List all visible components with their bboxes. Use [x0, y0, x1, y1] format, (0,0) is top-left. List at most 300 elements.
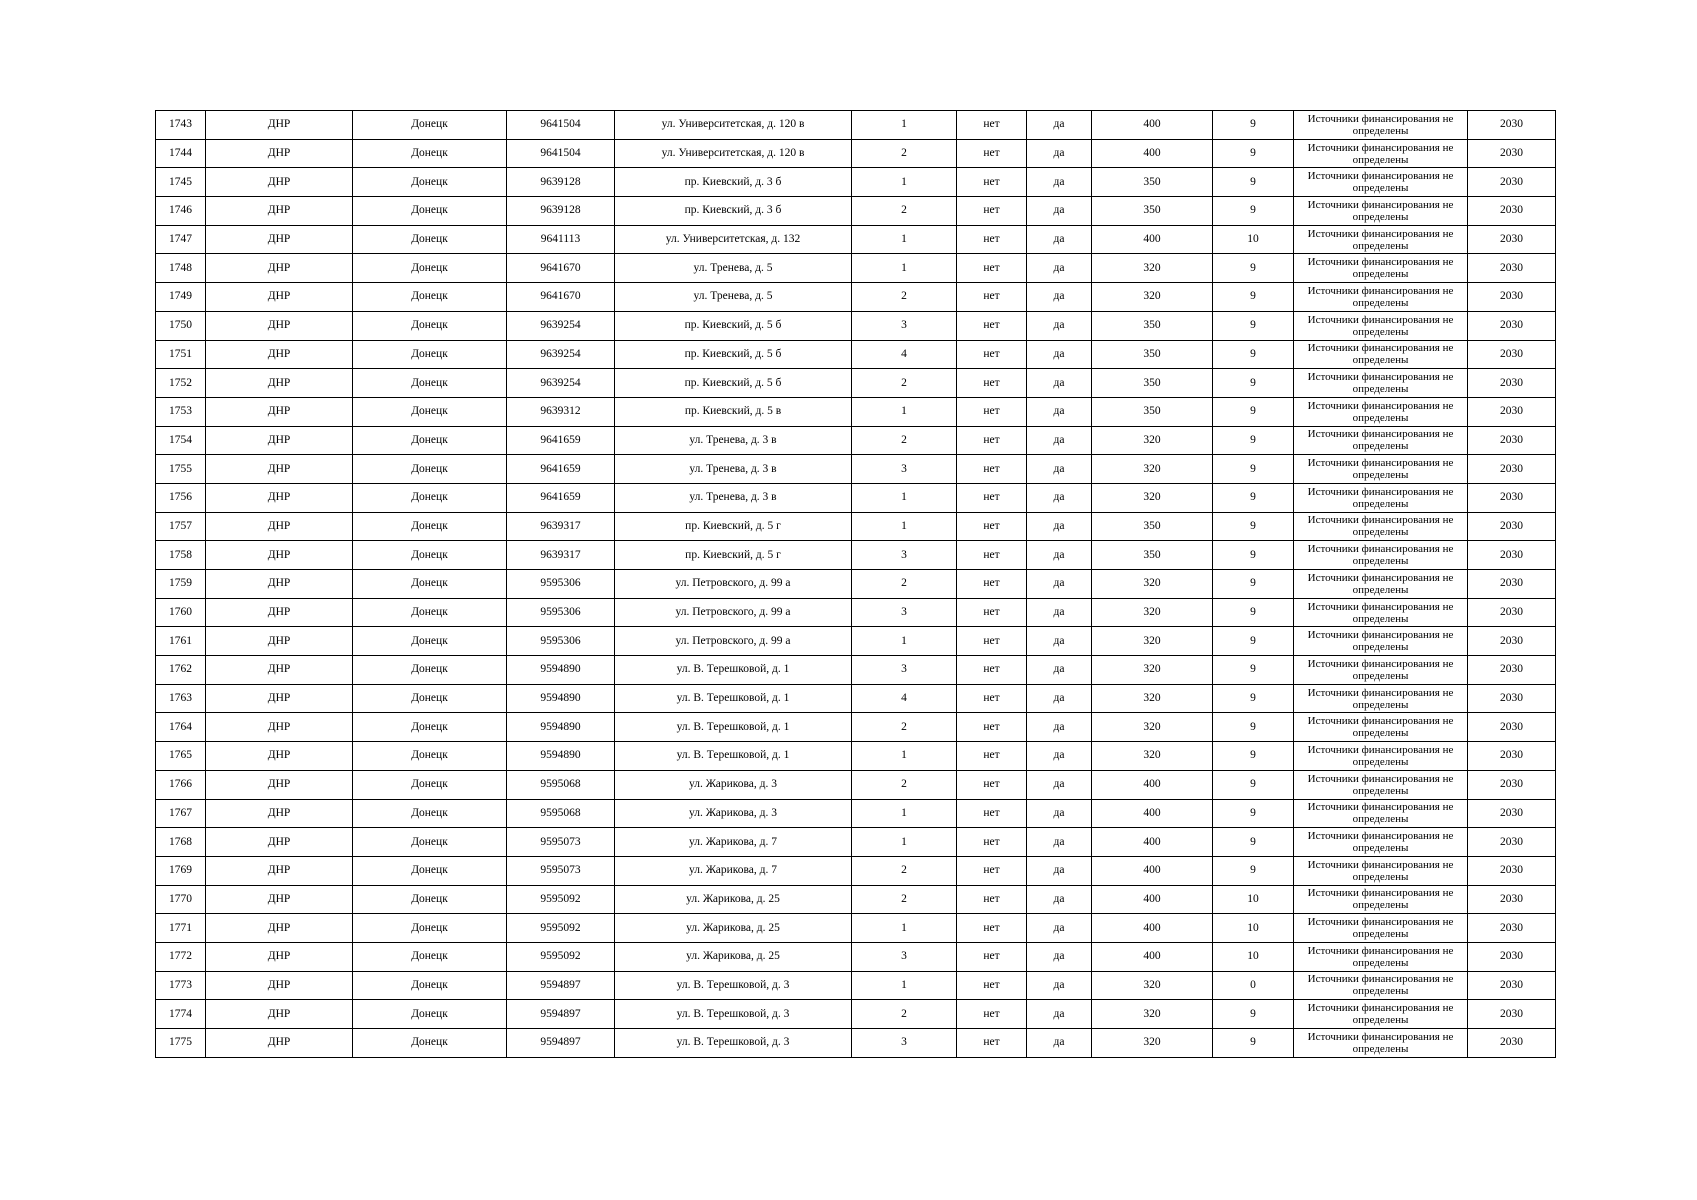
entrance-cell: 2: [852, 283, 957, 312]
year-cell: 2030: [1468, 942, 1556, 971]
city-cell: Донецк: [353, 369, 507, 398]
address-cell: пр. Киевский, д. 5 б: [615, 340, 852, 369]
city-cell: Донецк: [353, 1029, 507, 1058]
row-number-cell: 1749: [156, 283, 206, 312]
year-cell: 2030: [1468, 426, 1556, 455]
capacity-cell: 350: [1092, 311, 1213, 340]
funding-source-cell: Источники финансирования не определены: [1294, 971, 1468, 1000]
city-cell: Донецк: [353, 598, 507, 627]
row-number-cell: 1771: [156, 914, 206, 943]
entrance-cell: 1: [852, 397, 957, 426]
table-row: [156, 656, 1556, 685]
yes-flag-cell: да: [1027, 283, 1092, 312]
yes-flag-cell: да: [1027, 397, 1092, 426]
entrance-cell: 2: [852, 369, 957, 398]
yes-flag-cell: да: [1027, 197, 1092, 226]
city-cell: Донецк: [353, 168, 507, 197]
row-number-cell: 1772: [156, 942, 206, 971]
year-cell: 2030: [1468, 111, 1556, 140]
floors-cell: 9: [1213, 1000, 1294, 1029]
region-cell: ДНР: [206, 1000, 353, 1029]
yes-flag-cell: да: [1027, 713, 1092, 742]
yes-flag-cell: да: [1027, 1000, 1092, 1029]
year-cell: 2030: [1468, 770, 1556, 799]
table-row: [156, 799, 1556, 828]
capacity-cell: 400: [1092, 828, 1213, 857]
year-cell: 2030: [1468, 627, 1556, 656]
funding-source-cell: Источники финансирования не определены: [1294, 713, 1468, 742]
region-cell: ДНР: [206, 627, 353, 656]
building-code-cell: 9595068: [507, 770, 615, 799]
funding-source-cell: Источники финансирования не определены: [1294, 885, 1468, 914]
year-cell: 2030: [1468, 598, 1556, 627]
capacity-cell: 320: [1092, 627, 1213, 656]
table-row: [156, 369, 1556, 398]
city-cell: Донецк: [353, 828, 507, 857]
no-flag-cell: нет: [957, 570, 1027, 599]
city-cell: Донецк: [353, 713, 507, 742]
row-number-cell: 1763: [156, 684, 206, 713]
region-cell: ДНР: [206, 369, 353, 398]
year-cell: 2030: [1468, 885, 1556, 914]
building-code-cell: 9594890: [507, 713, 615, 742]
city-cell: Донецк: [353, 541, 507, 570]
yes-flag-cell: да: [1027, 426, 1092, 455]
funding-source-cell: Источники финансирования не определены: [1294, 656, 1468, 685]
funding-source-cell: Источники финансирования не определены: [1294, 111, 1468, 140]
region-cell: ДНР: [206, 856, 353, 885]
floors-cell: 9: [1213, 856, 1294, 885]
building-code-cell: 9595092: [507, 885, 615, 914]
funding-source-cell: Источники финансирования не определены: [1294, 254, 1468, 283]
address-cell: ул. Тренева, д. 3 в: [615, 426, 852, 455]
city-cell: Донецк: [353, 570, 507, 599]
yes-flag-cell: да: [1027, 770, 1092, 799]
city-cell: Донецк: [353, 225, 507, 254]
address-cell: ул. В. Терешковой, д. 3: [615, 1029, 852, 1058]
entrance-cell: 3: [852, 656, 957, 685]
no-flag-cell: нет: [957, 512, 1027, 541]
funding-source-cell: Источники финансирования не определены: [1294, 455, 1468, 484]
table-row: [156, 942, 1556, 971]
floors-cell: 9: [1213, 799, 1294, 828]
no-flag-cell: нет: [957, 283, 1027, 312]
region-cell: ДНР: [206, 942, 353, 971]
year-cell: 2030: [1468, 828, 1556, 857]
city-cell: Донецк: [353, 856, 507, 885]
entrance-cell: 1: [852, 483, 957, 512]
year-cell: 2030: [1468, 570, 1556, 599]
address-cell: пр. Киевский, д. 5 в: [615, 397, 852, 426]
year-cell: 2030: [1468, 283, 1556, 312]
address-cell: пр. Киевский, д. 5 б: [615, 369, 852, 398]
entrance-cell: 2: [852, 770, 957, 799]
row-number-cell: 1774: [156, 1000, 206, 1029]
row-number-cell: 1768: [156, 828, 206, 857]
yes-flag-cell: да: [1027, 168, 1092, 197]
entrance-cell: 1: [852, 111, 957, 140]
funding-source-cell: Источники финансирования не определены: [1294, 742, 1468, 771]
yes-flag-cell: да: [1027, 570, 1092, 599]
region-cell: ДНР: [206, 914, 353, 943]
region-cell: ДНР: [206, 139, 353, 168]
city-cell: Донецк: [353, 111, 507, 140]
floors-cell: 9: [1213, 656, 1294, 685]
funding-source-cell: Источники финансирования не определены: [1294, 397, 1468, 426]
building-code-cell: 9594897: [507, 971, 615, 1000]
row-number-cell: 1766: [156, 770, 206, 799]
table-row: [156, 885, 1556, 914]
region-cell: ДНР: [206, 971, 353, 1000]
year-cell: 2030: [1468, 139, 1556, 168]
region-cell: ДНР: [206, 168, 353, 197]
floors-cell: 10: [1213, 914, 1294, 943]
city-cell: Донецк: [353, 397, 507, 426]
city-cell: Донецк: [353, 914, 507, 943]
capacity-cell: 350: [1092, 369, 1213, 398]
capacity-cell: 320: [1092, 254, 1213, 283]
entrance-cell: 1: [852, 914, 957, 943]
building-code-cell: 9595306: [507, 598, 615, 627]
funding-source-cell: Источники финансирования не определены: [1294, 168, 1468, 197]
entrance-cell: 4: [852, 684, 957, 713]
building-code-cell: 9594890: [507, 742, 615, 771]
region-cell: ДНР: [206, 828, 353, 857]
row-number-cell: 1764: [156, 713, 206, 742]
funding-source-cell: Источники финансирования не определены: [1294, 799, 1468, 828]
year-cell: 2030: [1468, 656, 1556, 685]
floors-cell: 9: [1213, 598, 1294, 627]
building-code-cell: 9595092: [507, 942, 615, 971]
entrance-cell: 2: [852, 885, 957, 914]
year-cell: 2030: [1468, 254, 1556, 283]
region-cell: ДНР: [206, 512, 353, 541]
funding-source-cell: Источники финансирования не определены: [1294, 770, 1468, 799]
table-row: [156, 856, 1556, 885]
no-flag-cell: нет: [957, 225, 1027, 254]
table-row: [156, 1000, 1556, 1029]
building-code-cell: 9594897: [507, 1029, 615, 1058]
entrance-cell: 3: [852, 455, 957, 484]
floors-cell: 9: [1213, 340, 1294, 369]
year-cell: 2030: [1468, 483, 1556, 512]
table-row: [156, 684, 1556, 713]
region-cell: ДНР: [206, 656, 353, 685]
yes-flag-cell: да: [1027, 598, 1092, 627]
address-cell: ул. В. Терешковой, д. 1: [615, 684, 852, 713]
address-cell: ул. В. Терешковой, д. 1: [615, 742, 852, 771]
address-cell: ул. Жарикова, д. 3: [615, 799, 852, 828]
building-code-cell: 9639128: [507, 168, 615, 197]
yes-flag-cell: да: [1027, 483, 1092, 512]
address-cell: ул. Петровского, д. 99 а: [615, 598, 852, 627]
yes-flag-cell: да: [1027, 111, 1092, 140]
region-cell: ДНР: [206, 713, 353, 742]
year-cell: 2030: [1468, 971, 1556, 1000]
year-cell: 2030: [1468, 1029, 1556, 1058]
capacity-cell: 320: [1092, 570, 1213, 599]
yes-flag-cell: да: [1027, 541, 1092, 570]
row-number-cell: 1769: [156, 856, 206, 885]
table-row: [156, 914, 1556, 943]
table-row: [156, 397, 1556, 426]
year-cell: 2030: [1468, 168, 1556, 197]
yes-flag-cell: да: [1027, 139, 1092, 168]
entrance-cell: 2: [852, 856, 957, 885]
row-number-cell: 1757: [156, 512, 206, 541]
entrance-cell: 2: [852, 197, 957, 226]
region-cell: ДНР: [206, 197, 353, 226]
row-number-cell: 1750: [156, 311, 206, 340]
floors-cell: 9: [1213, 111, 1294, 140]
year-cell: 2030: [1468, 541, 1556, 570]
address-cell: ул. В. Терешковой, д. 3: [615, 1000, 852, 1029]
no-flag-cell: нет: [957, 541, 1027, 570]
row-number-cell: 1761: [156, 627, 206, 656]
building-code-cell: 9641659: [507, 483, 615, 512]
building-code-cell: 9595073: [507, 856, 615, 885]
building-code-cell: 9639317: [507, 512, 615, 541]
region-cell: ДНР: [206, 283, 353, 312]
table-row: [156, 971, 1556, 1000]
floors-cell: 9: [1213, 426, 1294, 455]
year-cell: 2030: [1468, 397, 1556, 426]
entrance-cell: 1: [852, 512, 957, 541]
yes-flag-cell: да: [1027, 942, 1092, 971]
entrance-cell: 1: [852, 799, 957, 828]
yes-flag-cell: да: [1027, 340, 1092, 369]
row-number-cell: 1754: [156, 426, 206, 455]
building-code-cell: 9641670: [507, 283, 615, 312]
floors-cell: 9: [1213, 1029, 1294, 1058]
address-cell: ул. В. Терешковой, д. 1: [615, 656, 852, 685]
table-row: [156, 254, 1556, 283]
row-number-cell: 1759: [156, 570, 206, 599]
table-row: [156, 570, 1556, 599]
table-row: [156, 828, 1556, 857]
floors-cell: 9: [1213, 254, 1294, 283]
floors-cell: 9: [1213, 455, 1294, 484]
funding-source-cell: Источники финансирования не определены: [1294, 311, 1468, 340]
city-cell: Донецк: [353, 283, 507, 312]
capacity-cell: 320: [1092, 283, 1213, 312]
address-cell: ул. Жарикова, д. 7: [615, 828, 852, 857]
floors-cell: 9: [1213, 770, 1294, 799]
table-row: [156, 770, 1556, 799]
city-cell: Донецк: [353, 512, 507, 541]
floors-cell: 10: [1213, 885, 1294, 914]
row-number-cell: 1755: [156, 455, 206, 484]
no-flag-cell: нет: [957, 885, 1027, 914]
capacity-cell: 320: [1092, 1029, 1213, 1058]
no-flag-cell: нет: [957, 770, 1027, 799]
region-cell: ДНР: [206, 799, 353, 828]
floors-cell: 9: [1213, 311, 1294, 340]
capacity-cell: 400: [1092, 139, 1213, 168]
row-number-cell: 1762: [156, 656, 206, 685]
city-cell: Донецк: [353, 770, 507, 799]
no-flag-cell: нет: [957, 684, 1027, 713]
city-cell: Донецк: [353, 254, 507, 283]
capacity-cell: 400: [1092, 799, 1213, 828]
no-flag-cell: нет: [957, 340, 1027, 369]
no-flag-cell: нет: [957, 369, 1027, 398]
capacity-cell: 400: [1092, 885, 1213, 914]
region-cell: ДНР: [206, 770, 353, 799]
building-code-cell: 9639128: [507, 197, 615, 226]
funding-source-cell: Источники финансирования не определены: [1294, 426, 1468, 455]
capacity-cell: 350: [1092, 397, 1213, 426]
address-cell: пр. Киевский, д. 3 б: [615, 168, 852, 197]
no-flag-cell: нет: [957, 656, 1027, 685]
yes-flag-cell: да: [1027, 512, 1092, 541]
entrance-cell: 3: [852, 1029, 957, 1058]
table-row: [156, 197, 1556, 226]
building-code-cell: 9641504: [507, 139, 615, 168]
city-cell: Донецк: [353, 971, 507, 1000]
region-cell: ДНР: [206, 455, 353, 484]
address-cell: ул. Жарикова, д. 25: [615, 885, 852, 914]
address-cell: пр. Киевский, д. 3 б: [615, 197, 852, 226]
region-cell: ДНР: [206, 225, 353, 254]
city-cell: Донецк: [353, 1000, 507, 1029]
row-number-cell: 1767: [156, 799, 206, 828]
table-row: [156, 455, 1556, 484]
building-code-cell: 9641504: [507, 111, 615, 140]
address-cell: ул. Жарикова, д. 7: [615, 856, 852, 885]
floors-cell: 9: [1213, 541, 1294, 570]
funding-source-cell: Источники финансирования не определены: [1294, 942, 1468, 971]
capacity-cell: 400: [1092, 942, 1213, 971]
floors-cell: 9: [1213, 397, 1294, 426]
region-cell: ДНР: [206, 1029, 353, 1058]
year-cell: 2030: [1468, 512, 1556, 541]
no-flag-cell: нет: [957, 426, 1027, 455]
city-cell: Донецк: [353, 742, 507, 771]
no-flag-cell: нет: [957, 254, 1027, 283]
capacity-cell: 320: [1092, 656, 1213, 685]
building-code-cell: 9639254: [507, 340, 615, 369]
floors-cell: 10: [1213, 225, 1294, 254]
table-body: [156, 111, 1556, 1058]
no-flag-cell: нет: [957, 111, 1027, 140]
entrance-cell: 1: [852, 225, 957, 254]
floors-cell: 9: [1213, 283, 1294, 312]
entrance-cell: 2: [852, 139, 957, 168]
no-flag-cell: нет: [957, 397, 1027, 426]
entrance-cell: 3: [852, 942, 957, 971]
floors-cell: 9: [1213, 197, 1294, 226]
row-number-cell: 1746: [156, 197, 206, 226]
table-row: [156, 426, 1556, 455]
no-flag-cell: нет: [957, 713, 1027, 742]
entrance-cell: 1: [852, 168, 957, 197]
table-row: [156, 139, 1556, 168]
no-flag-cell: нет: [957, 942, 1027, 971]
no-flag-cell: нет: [957, 598, 1027, 627]
no-flag-cell: нет: [957, 799, 1027, 828]
building-code-cell: 9595306: [507, 570, 615, 599]
no-flag-cell: нет: [957, 1029, 1027, 1058]
data-table: [155, 110, 1556, 1058]
building-code-cell: 9639254: [507, 369, 615, 398]
address-cell: ул. Тренева, д. 5: [615, 283, 852, 312]
table-row: [156, 627, 1556, 656]
region-cell: ДНР: [206, 885, 353, 914]
funding-source-cell: Источники финансирования не определены: [1294, 483, 1468, 512]
building-code-cell: 9595092: [507, 914, 615, 943]
capacity-cell: 320: [1092, 971, 1213, 1000]
yes-flag-cell: да: [1027, 914, 1092, 943]
entrance-cell: 1: [852, 971, 957, 1000]
city-cell: Донецк: [353, 455, 507, 484]
city-cell: Донецк: [353, 799, 507, 828]
yes-flag-cell: да: [1027, 828, 1092, 857]
capacity-cell: 350: [1092, 512, 1213, 541]
address-cell: ул. Тренева, д. 5: [615, 254, 852, 283]
table-row: [156, 742, 1556, 771]
no-flag-cell: нет: [957, 914, 1027, 943]
building-code-cell: 9595068: [507, 799, 615, 828]
funding-source-cell: Источники финансирования не определены: [1294, 283, 1468, 312]
entrance-cell: 2: [852, 426, 957, 455]
year-cell: 2030: [1468, 1000, 1556, 1029]
region-cell: ДНР: [206, 742, 353, 771]
building-code-cell: 9641659: [507, 426, 615, 455]
funding-source-cell: Источники финансирования не определены: [1294, 570, 1468, 599]
yes-flag-cell: да: [1027, 885, 1092, 914]
no-flag-cell: нет: [957, 311, 1027, 340]
region-cell: ДНР: [206, 570, 353, 599]
row-number-cell: 1747: [156, 225, 206, 254]
funding-source-cell: Источники финансирования не определены: [1294, 627, 1468, 656]
entrance-cell: 2: [852, 1000, 957, 1029]
funding-source-cell: Источники финансирования не определены: [1294, 197, 1468, 226]
funding-source-cell: Источники финансирования не определены: [1294, 340, 1468, 369]
entrance-cell: 3: [852, 541, 957, 570]
no-flag-cell: нет: [957, 168, 1027, 197]
address-cell: ул. Петровского, д. 99 а: [615, 570, 852, 599]
table-row: [156, 168, 1556, 197]
yes-flag-cell: да: [1027, 1029, 1092, 1058]
entrance-cell: 2: [852, 570, 957, 599]
year-cell: 2030: [1468, 914, 1556, 943]
table-row: [156, 541, 1556, 570]
year-cell: 2030: [1468, 684, 1556, 713]
row-number-cell: 1756: [156, 483, 206, 512]
floors-cell: 9: [1213, 139, 1294, 168]
row-number-cell: 1758: [156, 541, 206, 570]
floors-cell: 0: [1213, 971, 1294, 1000]
entrance-cell: 1: [852, 254, 957, 283]
funding-source-cell: Источники финансирования не определены: [1294, 684, 1468, 713]
address-cell: ул. Тренева, д. 3 в: [615, 483, 852, 512]
floors-cell: 9: [1213, 742, 1294, 771]
no-flag-cell: нет: [957, 742, 1027, 771]
city-cell: Донецк: [353, 426, 507, 455]
city-cell: Донецк: [353, 627, 507, 656]
city-cell: Донецк: [353, 684, 507, 713]
yes-flag-cell: да: [1027, 656, 1092, 685]
funding-source-cell: Источники финансирования не определены: [1294, 598, 1468, 627]
no-flag-cell: нет: [957, 483, 1027, 512]
no-flag-cell: нет: [957, 455, 1027, 484]
funding-source-cell: Источники финансирования не определены: [1294, 225, 1468, 254]
yes-flag-cell: да: [1027, 799, 1092, 828]
capacity-cell: 400: [1092, 856, 1213, 885]
table-row: [156, 283, 1556, 312]
table-row: [156, 1029, 1556, 1058]
